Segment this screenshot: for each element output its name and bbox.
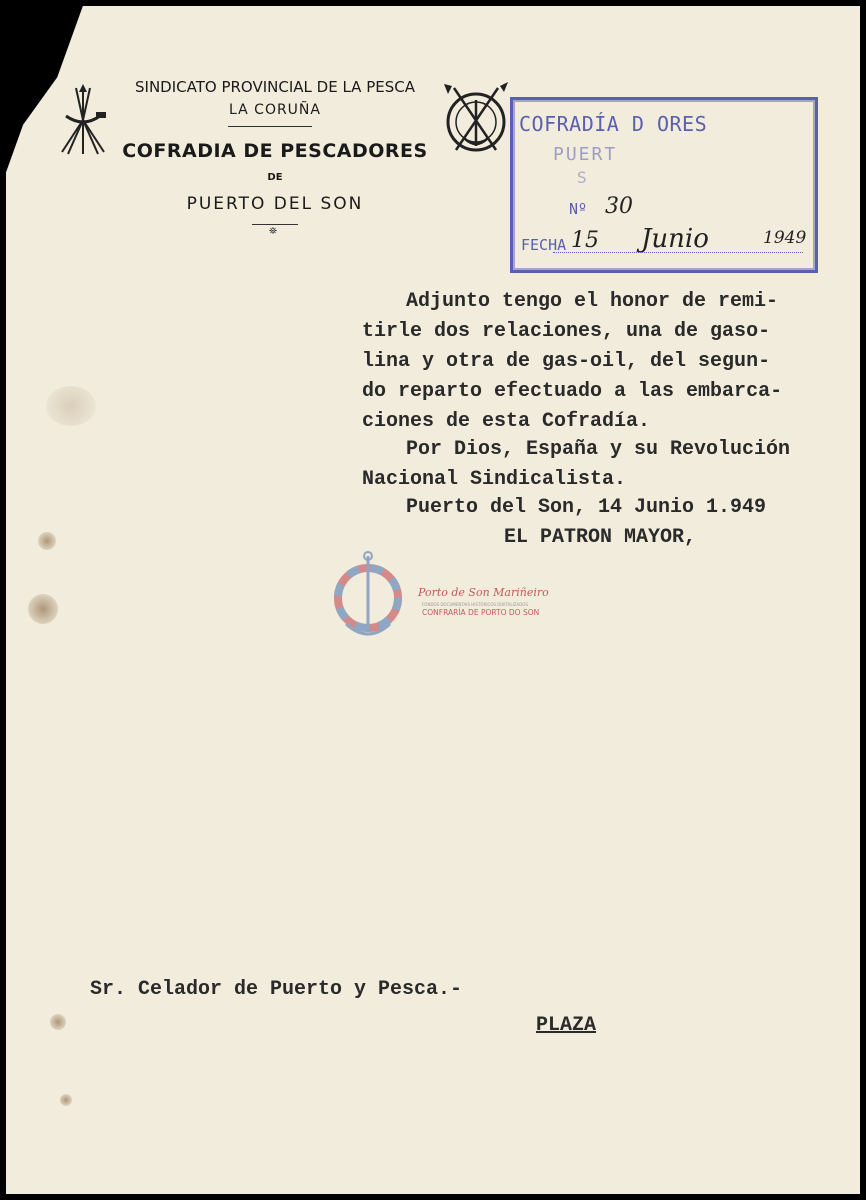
archive-watermark [330, 548, 549, 648]
addressee: Sr. Celador de Puerto y Pesca.- [90, 978, 463, 1001]
body-line: ciones de esta Cofradía. [362, 410, 651, 433]
stamp-number-value: 30 [605, 194, 633, 219]
letterhead-syndicate: SINDICATO PROVINCIAL DE LA PESCA [135, 78, 415, 96]
stamp-date-day: 15 [571, 228, 599, 253]
signature-title: EL PATRON MAYOR, [504, 526, 697, 549]
body-line: Adjunto tengo el honor de remi- [406, 290, 779, 313]
stain [46, 386, 96, 426]
watermark-org: CONFRARÍA DE PORTO DO SON [422, 608, 540, 617]
stamp-date-year: 1949 [763, 228, 807, 248]
stamp-faint-line: PUERT [553, 144, 618, 165]
body-line: Nacional Sindicalista. [362, 468, 627, 491]
body-line: lina y otra de gas-oil, del segun- [362, 350, 771, 373]
plaza-label: PLAZA [536, 1014, 597, 1037]
letterhead-port: PUERTO DEL SON [186, 194, 364, 214]
watermark-title: Porto de Son Mariñeiro [418, 586, 549, 599]
fishermen-guild-emblem-icon [440, 80, 512, 158]
letterhead-title: COFRADIA DE PESCADORES [122, 140, 428, 162]
stamp-date-month: Junio [641, 224, 709, 254]
body-line: do reparto efectuado a las embarca- [362, 380, 783, 403]
stamp-number-label: Nº [569, 200, 588, 218]
watermark-subtitle: FONDOS DOCUMENTAIS HISTÓRICOS DIXITALIZADOS [422, 602, 528, 607]
date-line: Puerto del Son, 14 Junio 1.949 [406, 496, 767, 519]
letterhead-city: LA CORUÑA [229, 102, 321, 118]
stamp-date-label: FECHA [521, 236, 567, 254]
divider [252, 224, 298, 225]
reception-stamp [510, 97, 818, 273]
stain [28, 594, 58, 624]
anchor-lifebuoy-icon [332, 550, 404, 646]
divider [228, 126, 312, 127]
stamp-faint-line: S [577, 168, 587, 187]
body-line: Por Dios, España y su Revolución [406, 438, 791, 461]
letterhead-de: DE [267, 172, 283, 183]
body-line: tirle dos relaciones, una de gaso- [362, 320, 771, 343]
stamp-dotted-line [553, 252, 803, 253]
stamp-title: COFRADÍA D ORES [519, 112, 708, 136]
ornament: ⛯ [269, 226, 277, 237]
stain [50, 1014, 66, 1030]
stain [38, 532, 56, 550]
stain [60, 1094, 72, 1106]
